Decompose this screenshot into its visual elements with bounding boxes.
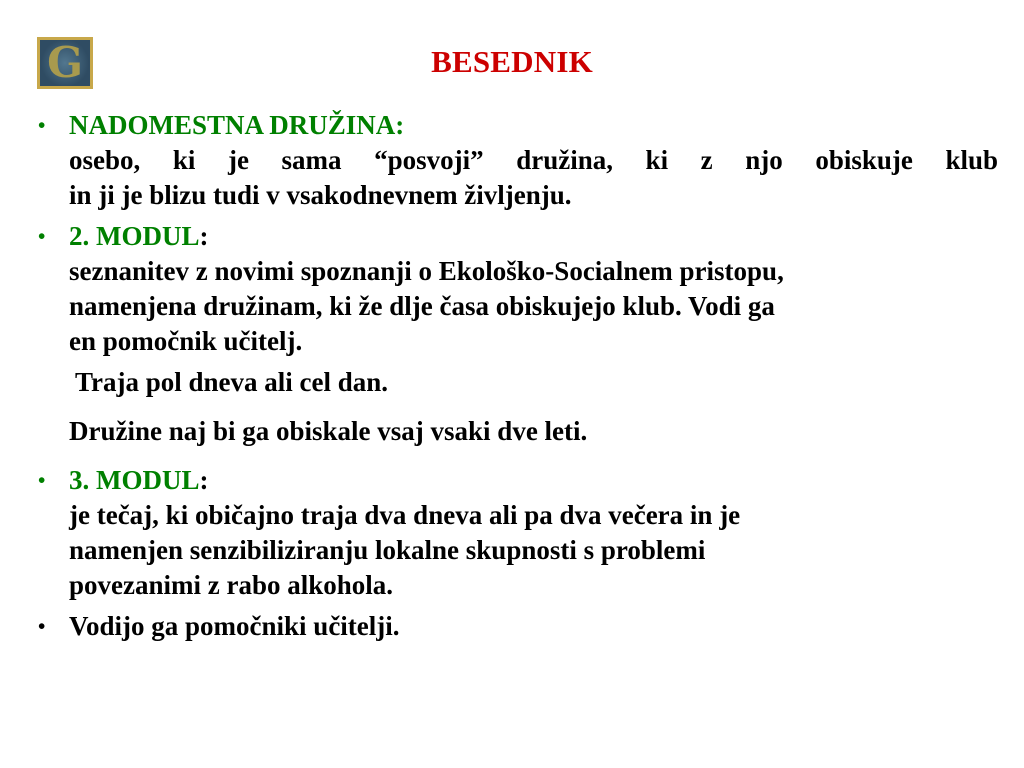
item-text-line: en pomočnik učitelj. bbox=[69, 326, 303, 356]
bullet-icon: • bbox=[38, 113, 46, 137]
item-text-line: je tečaj, ki običajno traja dva dneva ali pa dva večera in je bbox=[69, 500, 741, 530]
slide-title: BESEDNIK bbox=[431, 44, 593, 79]
bullet-icon: • bbox=[38, 614, 46, 638]
item-heading: 2. MODUL bbox=[69, 221, 200, 251]
bullet-item-vodijo bbox=[38, 609, 998, 644]
bullet-icon: • bbox=[38, 468, 46, 492]
item-heading-colon: : bbox=[199, 465, 209, 495]
item-text-line: seznanitev z novimi spoznanji o Ekološko-Socialnem pristopu, bbox=[69, 256, 784, 286]
bullet-item-modul-3 bbox=[38, 463, 998, 603]
item-text-line: osebo, ki je sama “posvoji” družina, ki z njo obiskuje klub bbox=[69, 145, 998, 175]
item-heading: 3. MODUL bbox=[69, 465, 200, 495]
item-heading: NADOMESTNA DRUŽINA: bbox=[69, 110, 405, 140]
slide-content bbox=[38, 108, 998, 644]
bullet-item-nadomestna-druzina bbox=[38, 108, 998, 213]
item-text-line: in ji je blizu tudi v vsakodnevnem življenju. bbox=[69, 180, 572, 210]
item-text-line: Vodijo ga pomočniki učitelji. bbox=[69, 611, 400, 641]
item-text-line: namenjena družinam, ki že dlje časa obiskujejo klub. Vodi ga bbox=[69, 291, 775, 321]
ornate-letter-g-icon: G bbox=[47, 38, 83, 87]
item-text-line: Družine naj bi ga obiskale vsaj vsaki dve leti. bbox=[69, 416, 588, 446]
item-text-line: povezanimi z rabo alkohola. bbox=[69, 570, 394, 600]
item-text-line: namenjen senzibiliziranju lokalne skupnosti s problemi bbox=[69, 535, 706, 565]
item-heading-row bbox=[69, 219, 998, 254]
bullet-item-modul-2 bbox=[38, 219, 998, 449]
item-heading-row bbox=[69, 463, 998, 498]
item-text-line: Traja pol dneva ali cel dan. bbox=[75, 367, 389, 397]
bullet-icon: • bbox=[38, 224, 46, 248]
item-heading-colon: : bbox=[199, 221, 209, 251]
